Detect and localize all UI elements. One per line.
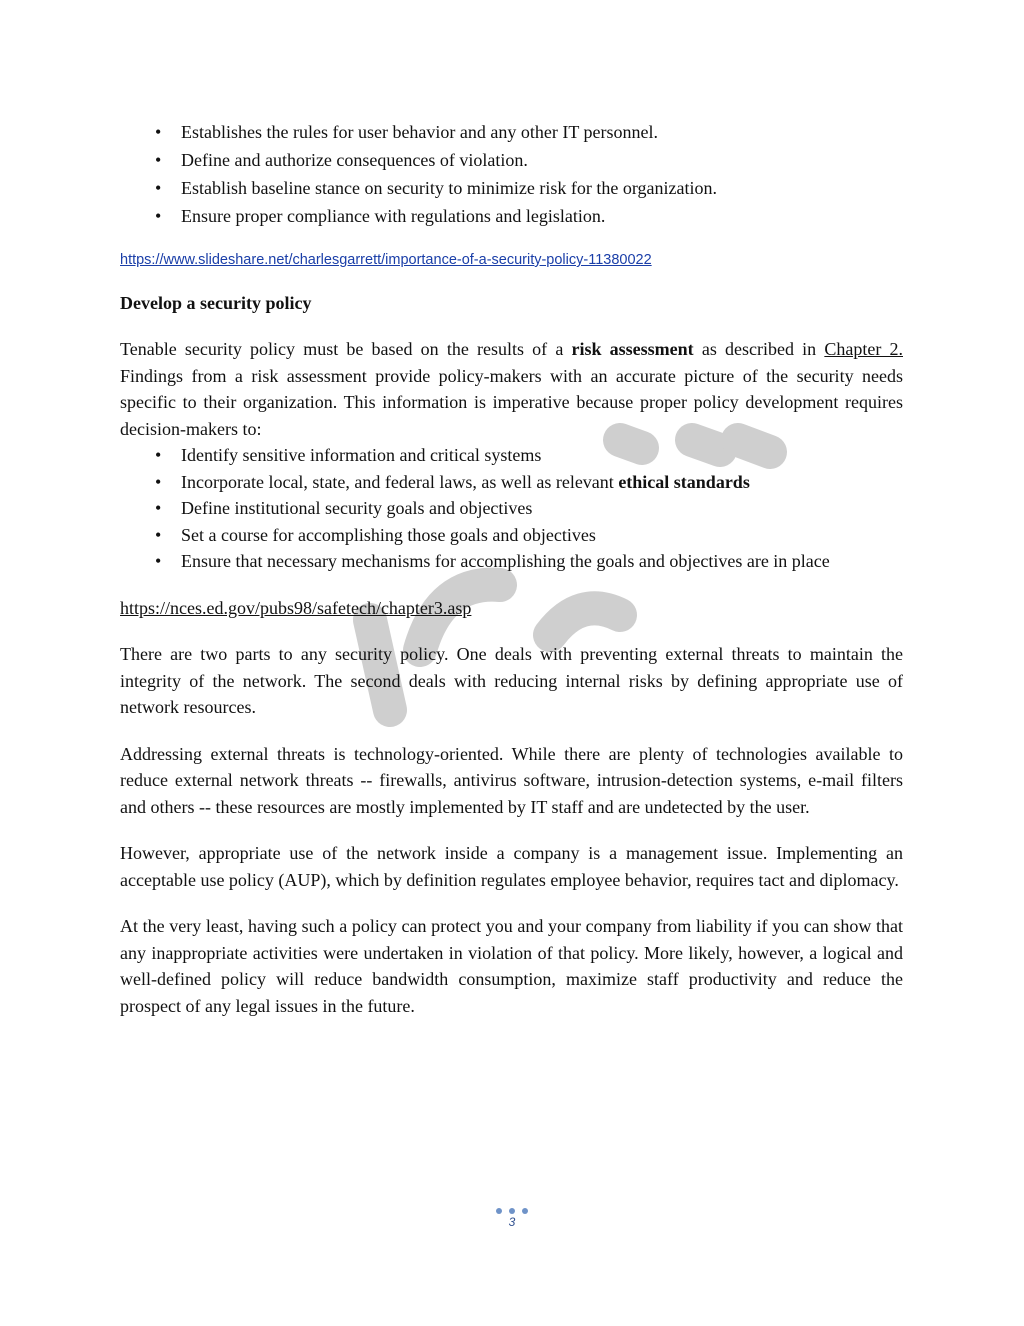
paragraph-text: as described in [693, 339, 825, 359]
list-item-text: Incorporate local, state, and federal laws, as well as relevant [181, 471, 619, 492]
list-item [120, 174, 903, 202]
paragraph-text: Findings from a risk assessment provide policy-makers with an accurate picture of the security needs specific to their organization. This information is imperative because proper policy development requires decision-makers to: [120, 365, 903, 439]
requirements-bullet-list [120, 442, 903, 575]
bullet-icon: • [155, 178, 162, 198]
bold-term: ethical standards [618, 471, 750, 492]
list-item [120, 202, 903, 230]
paragraph: There are two parts to any security policy. One deals with preventing external threats to maintain the integrity of the network. The second deals with reducing internal risks by defining appropriate use of network resources. [120, 644, 903, 717]
page-content [120, 118, 903, 1019]
footer-dots-icon [0, 1208, 1024, 1214]
top-bullet-list [120, 118, 903, 230]
list-item-text: Identify sensitive information and critical systems [181, 445, 542, 465]
list-item-text: Define and authorize consequences of violation. [181, 150, 528, 170]
bullet-icon: • [155, 122, 162, 142]
list-item-text: Set a course for accomplishing those goals and objectives [181, 524, 596, 545]
list-item [120, 146, 903, 174]
paragraph-text: Tenable security policy must be based on the results of a [120, 339, 572, 359]
bullet-icon: • [155, 150, 162, 170]
list-item-text: Define institutional security goals and objectives [181, 498, 533, 518]
page-number: 3 [508, 1215, 516, 1229]
list-item [120, 522, 903, 549]
nces-link[interactable]: https://nces.ed.gov/pubs98/safetech/chapter3.asp [120, 597, 472, 618]
bullet-icon: • [155, 524, 162, 545]
bullet-icon: • [155, 498, 162, 518]
bullet-icon: • [155, 206, 162, 226]
bullet-icon: • [155, 471, 162, 492]
paragraph: However, appropriate use of the network inside a company is a management issue. Implementing an acceptable use policy (AUP), which by definition regulates employee behavior, requires tact and diplomacy. [120, 843, 903, 890]
page-footer [0, 1208, 1024, 1229]
paragraph: Addressing external threats is technology-oriented. While there are plenty of technologies available to reduce external network threats -- firewalls, antivirus software, intrusion-detection systems, e-mail filters and others -- these resources are mostly implemented by IT staff and are undetected by the user. [120, 743, 903, 817]
bullet-icon: • [155, 445, 162, 465]
list-item-text: Ensure proper compliance with regulations and legislation. [181, 206, 606, 226]
list-item-text: Ensure that necessary mechanisms for accomplishing the goals and objectives are in place [181, 551, 830, 571]
list-item [120, 469, 903, 496]
list-item [120, 118, 903, 146]
list-item [120, 442, 903, 469]
chapter-link[interactable]: Chapter 2. [824, 339, 903, 359]
paragraph: At the very least, having such a policy can protect you and your company from liability if you can show that any inappropriate activities were undertaken in violation of that policy. More likely, however, a logical and well-defined policy will reduce bandwidth consumption, maximize staff productivity and reduce the prospect of any legal issues in the future. [120, 916, 903, 1016]
list-item [120, 548, 903, 575]
section-heading: Develop a security policy [120, 293, 312, 313]
slideshare-link[interactable]: https://www.slideshare.net/charlesgarrett/importance-of-a-security-policy-11380022 [120, 252, 652, 268]
intro-paragraph [120, 336, 903, 442]
bold-term: risk assessment [571, 339, 694, 359]
bullet-icon: • [155, 551, 162, 571]
list-item-text: Establish baseline stance on security to minimize risk for the organization. [181, 178, 718, 198]
list-item-text: Establishes the rules for user behavior and any other IT personnel. [181, 122, 659, 142]
list-item [120, 495, 903, 522]
